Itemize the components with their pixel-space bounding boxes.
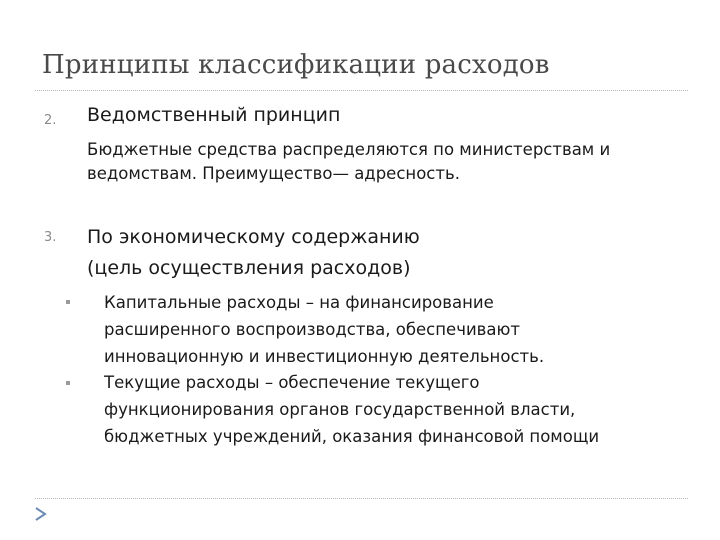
bullet-item-current [104,369,684,450]
bullet-marker [66,300,70,304]
item-3-heading-line: (цель осуществления расходов) [87,257,411,279]
triangle-right-icon[interactable] [34,507,48,521]
title-divider [35,90,688,91]
bullet-line: Капитальные расходы – на финансирование [104,293,494,312]
footer-divider [35,498,688,499]
item-3-heading [87,222,420,284]
item-3-number: 3. [44,230,57,245]
bullet-line: инновационную и инвестиционную деятельность. [104,347,545,366]
item-2-number: 2. [44,113,57,128]
item-2-body [87,138,687,186]
bullet-line: бюджетных учреждений, оказания финансовой помощи [104,427,600,446]
bullet-marker [66,381,70,385]
slide-title: Принципы классификации расходов [42,50,550,80]
item-3-heading-line: По экономическому содержанию [87,226,420,248]
bullet-line: Текущие расходы – обеспечение текущего [104,373,480,392]
triangle-right-icon-stroke [36,508,45,520]
item-2-body-line: Бюджетные средства распределяются по министерствам и [87,140,611,159]
item-2-heading: Ведомственный принцип [87,104,341,126]
bullet-line: функционирования органов государственной власти, [104,400,576,419]
item-2-body-line: ведомствам. Преимущество— адресность. [87,164,460,183]
bullet-line: расширенного воспроизводства, обеспечивают [104,320,521,339]
bullet-item-capital [104,289,684,370]
